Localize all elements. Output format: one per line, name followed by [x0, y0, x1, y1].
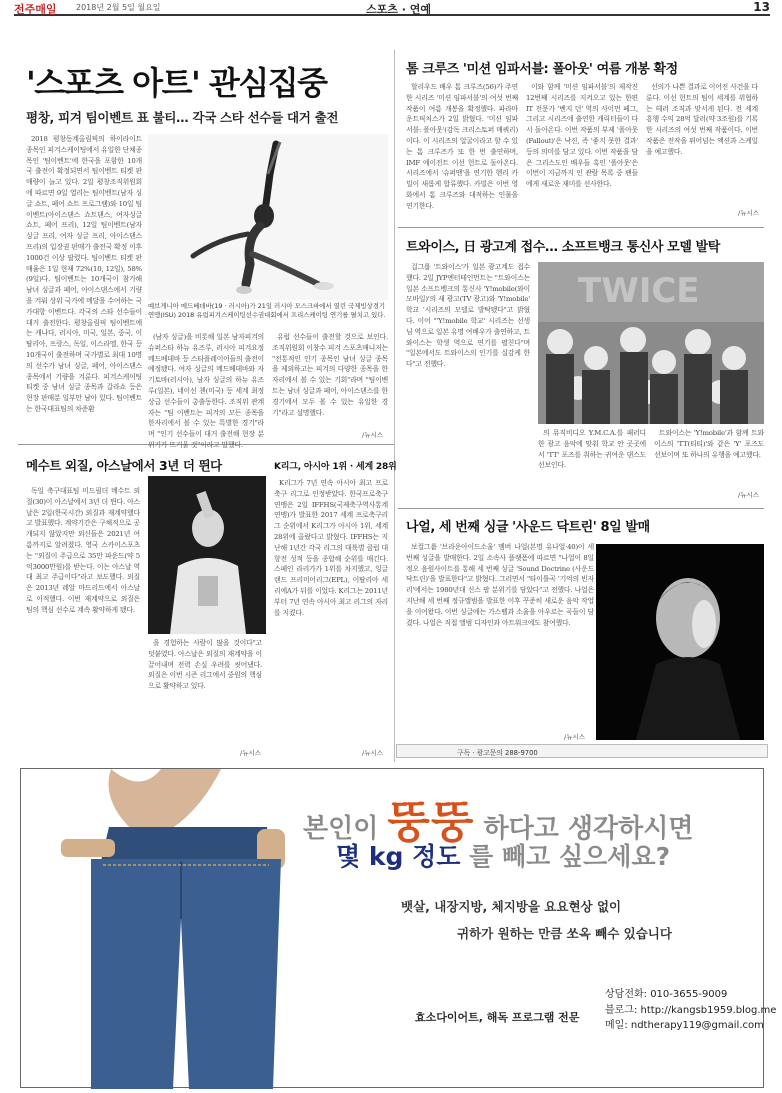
newspaper-name: 전주매일: [14, 3, 57, 16]
photo-ozil: [148, 476, 266, 634]
ad-model-jeans-image: [21, 769, 321, 1089]
article-text: 의 뮤직비디오 Y.M.C.A.를 패러디한 광고 음악에 맞춰 학교 안 곳곳에서 'TT' 포즈를 취하는 귀여운 댄스도 선보인다.: [538, 429, 646, 470]
article-text: 독일 축구대표팀 미드필더 메수트 외질(30)이 아스날에서 3년 더 뛴다. 아스날은 2일(한국시간) 외질과 재계약했다고 발표했다. 계약기간은 구체적으로 공개되지 않았지만 외신들은 2021년 여름까지로 알려졌다. 영국 스카이스포츠는 "외질이 주급으로 35만 파운드(약 5억3000만원)를 받는다. 이는 아스날 역대 최고 주급이다"라고 보도했다. 외질은 2013년 레알 마드리드에서 아스날로 이적했다. 이번 재계약으로 외질은 팀의 핵심 선수로 계속 활약하게 됐다.: [26, 487, 140, 614]
headline-naul: 나얼, 세 번째 싱글 '사운드 닥트린' 8일 발매: [406, 520, 650, 535]
ad-body-line-1: 뱃살, 내장지방, 체지방을 요요현상 없이: [401, 899, 622, 914]
article-text: 할리우드 배우 톰 크루즈(56)가 주연한 시리즈 '미션 임파서블'의 여섯 번째 작품이 여름 개봉을 확정했다. 파라마운트픽처스가 2일 밝혔다. '미션 임파서블: 폴아웃'(감독 크리스토퍼 매쿼리)이다. 이 시리즈의 얼굴이라고 할 수 있는 톰 크루즈가 또 한 번 출연하며, IMF 에이전트 이선 헌트로 돌아온다. 시리즈에서 '슈퍼맨'을 연기한 헨리 카빌이 새롭게 합류했다. 카빌은 이번 영화에서 톰 크루즈와 대적하는 인물을 연기한다.: [406, 83, 518, 210]
ad-body-line-2: 귀하가 원하는 만큼 쏘옥 빼수 있습니다: [457, 926, 672, 941]
headline-figure-skating: '스포츠 아트' 관심집중: [26, 64, 327, 102]
article-text: (남자 싱글)을 비롯해 일본 남자피겨의 슈퍼스타 하뉴 유즈루, 러시아 피겨요정 메드베데바 등 스타플레이어들의 출전이 예정됐다. 여자 싱글의 메드베데바와 자기토바(러시아), 남자 싱글의 하뉴 유즈루(일본), 네이선 첸(미국) 등 세계 최정상급 선수들이 총출동한다. 조직위 관계자는 "팀 이벤트는 피겨의 모든 종목을 한자리에서 볼 수 있는 특별한 경기"라며 "인기 선수들이 대거 출전해 현장 분위기가 뜨거울 것"이라고 말했다.: [148, 333, 264, 449]
page-number: 13: [753, 0, 770, 14]
ad-email-link[interactable]: 메일: ndtherapy119@gmail.com: [605, 1020, 764, 1031]
ad-phone: 상담전화: 010-3655-9009: [605, 989, 728, 1000]
article-text: 걸그룹 '트와이스'가 일본 광고계도 접수했다. 2일 JYP엔터테인먼트는 "트와이스는 일본 소프트뱅크의 통신사 'Y!mobile(와이 모바일)'의 새 광고(TV 광고)와 'Y!mobile' 학교 '시리즈의 모델로 발탁됐다"고 밝혔다. 이어 "'Y!mobile 학교' 시리즈는 선생님 역으로 일본 유명 여배우가 출연하고, 트와이스는 학생 역으로 연기를 펼친다"며 "일본에서도 트와이스의 인기를 실감케 한다"고 전했다.: [406, 263, 530, 369]
headline-ozil: 메수트 외질, 아스날에서 3년 더 뛴다: [26, 458, 222, 473]
subscription-text: 구독 · 광고문의 288-9700: [457, 749, 538, 757]
article-text: 이와 함께 '미션 임파서블'의 제작진 12번째 시리즈를 지켜오고 있는 한편 IT 전문가 '벤지 던' 역의 사이먼 페그, 그리고 시리즈에 출연한 캐릭터들이 다시 돌아온다. 이번 작품의 부제 '폴아웃(Fallout)'은 낙진, 즉 '좋지 못한 결과' 등의 의미를 담고 있다. 이번 작품을 담은 그리스도인 배우들 흑인 '폴아웃'은 이번이 지금까지 인 관람 목록 중 팬들에게 새로운 재미를 선사한다.: [526, 83, 638, 189]
byline: /뉴시스: [738, 491, 760, 499]
article-text: 을 경험하는 사람이 많을 것이다"고 덧붙였다. 아스날은 외질의 재계약을 이끌어내며 전력 손실 우려를 씻어냈다. 외질은 이번 시즌 리그에서 중원의 핵심으로 활약하고 있다.: [148, 639, 262, 691]
photo-twice-group: [538, 262, 764, 424]
article-text: 선의가 나쁜 결과로 이어진 사건을 다룬다. 이선 헌트의 팀이 세계를 위협하는 테러 조직과 맞서게 된다. 전 세계 흥행 수익 28억 달러(약 3조원)를 기록한 시리즈의 여섯 번째 작품이다. 이번 작품은 전작을 뛰어넘는 액션과 스케일을 예고했다.: [646, 83, 758, 156]
svg-text:TWICE: TWICE: [578, 271, 700, 311]
subscription-banner: [396, 744, 768, 758]
article-text: K리그가 7년 연속 아시아 최고 프로축구 리그로 인정받았다. 한국프로축구연맹은 2일 IFFHS(국제축구역사통계연맹)가 발표한 2017 세계 프로축구리그 순위에서 K리그가 아시아 1위, 세계 28위에 올랐다고 밝혔다. IFFHS는 지난해 1년간 각국 리그의 대륙별 클럽 대항전 성적 등을 종합해 순위를 매긴다. 스페인 라리가가 1위를 차지했고, 잉글랜드 프리미어리그(EPL), 이탈리아 세리에A가 뒤를 이었다. K리그는 2011년부터 7년 연속 아시아 최고 리그의 자리를 지켰다.: [274, 479, 388, 617]
section-divider: [398, 227, 764, 228]
photo-naul: [596, 544, 764, 740]
article-text: 보컬그룹 '브라운아이드소울' 멤버 나얼(본명 유나얼·40)이 세 번째 싱글을 발매한다. 2일 소속사 플랫폼에 따르면 "나얼이 8일 정오 음원사이트를 통해 세 번째 싱글 'Sound Doctrine (사운드 닥트린)'을 발표한다"고 밝혔다. 그러면서 "타이틀곡 '기억의 빈자리'에서는 1980년대 신스 팝 분위기를 담았다"고 전했다. 나얼은 지난해 세 번째 정규앨범을 발표한 이후 꾸준히 새로운 음악 작업을 이어왔다. 이번 싱글에는 가스펠과 소울을 아우르는 곡들이 담겼다. 나얼은 직접 앨범 디자인과 아트워크에도 참여했다.: [406, 543, 594, 627]
photo-caption: 예브게니아 메드베데바(19 · 러시아)가 21일 러시아 모스크바에서 열린 국제빙상경기연맹(ISU) 2018 유럽피겨스케이팅선수권대회에서 프리스케이팅 연기를 펼치고 있다.: [148, 302, 386, 319]
byline: /뉴시스: [362, 749, 384, 757]
ad-contact: [605, 987, 776, 1034]
article-text: 유럽 선수들이 출전할 것으로 보인다. 조직위원회 이창수 피겨 스포츠매니저는 "전통적인 인기 종목인 남녀 싱글 종목을 제외하고는 피겨의 다양한 종목을 한자리에서 볼 수 있는 기회"라며 "팀이벤트는 남녀 싱글과 페어, 아이스댄스를 한 경기에서 모두 볼 수 있는 유일한 경기"라고 설명했다.: [272, 333, 388, 417]
ad-brand: 효소다이어트, 해독 프로그램 전문: [415, 1011, 580, 1024]
section-title: 스포츠 · 연예: [366, 3, 431, 16]
byline: /뉴시스: [362, 431, 384, 439]
column-divider: [394, 50, 395, 762]
headline-mission-impossible: 톰 크루즈 '미션 임파서블: 폴아웃' 여름 개봉 확정: [406, 62, 678, 77]
subhead-figure-skating: 평창, 피겨 팀이벤트 표 불티… 각국 스타 선수들 대거 출전: [26, 110, 339, 125]
ad-highlight: 뚱뚱: [387, 797, 475, 848]
photo-figure-skater: [148, 134, 388, 300]
ad-headline-1: 본인이 뚱뚱 하다고 생각하시면: [303, 797, 694, 848]
masthead: [14, 0, 770, 16]
headline-twice: 트와이스, 日 광고계 접수… 소프트뱅크 통신사 모델 발탁: [406, 240, 720, 255]
headline-k-league: K리그, 아시아 1위 · 세계 28위: [274, 462, 397, 472]
byline: /뉴시스: [240, 749, 262, 757]
article-text: 2018 평창동계올림픽의 하이라이트 종목인 피겨스케이팅에서 유일한 단체종목인 '팀이벤트'에 한국을 포함한 10개국 출전이 확정되면서 팀이벤트 티켓 판매량이 늘고 있다. 2일 평창조직위원회에 따르면 9일 열리는 팀이벤트(남자 싱글 쇼트, 페어 쇼트 프로그램)와 10일 팀이벤트(아이스댄스 쇼트댄스, 여자싱글 쇼트, 페어 프리), 12일 팀이벤트(남자 싱글 프리, 여자 싱글 프리, 아이스댄스 프리)의 입장권 판매가 출전국 확정 이후 1000건 이상 팔렸다. 팀이벤트 티켓 판매율은 1일 현재 72%(10, 12일), 58%(9일)다. 팀이벤트는 10개국이 참가해 남녀 싱글과 페어, 아이스댄스에서 기량을 겨뤄 상위 국가에 메달을 수여하는 국가대항 이벤트다. 각국의 스타 선수들이 대거 출전한다. 평창올림픽 팀이벤트에는 캐나다, 러시아, 미국, 일본, 중국, 이탈리아, 프랑스, 독일, 이스라엘, 한국 등 10개국이 출전하며 국가별로 최대 10명의 선수가 남녀 싱글, 페어, 아이스댄스 종목에서 기량을 겨룬다. 피겨스케이팅 티켓 중 남녀 싱글 종목과 갈라쇼 등은 현장 판매분 일부만 남아 있다. 팀이벤트는 한국대표팀의 차준환: [26, 135, 142, 413]
issue-date: 2018년 2월 5일 월요일: [76, 3, 161, 12]
diet-advertisement: [20, 768, 777, 1088]
ad-headline-2: 몇 kg 정도 를 빼고 싶으세요?: [336, 842, 671, 871]
byline: /뉴시스: [738, 209, 760, 217]
byline: /뉴시스: [564, 733, 586, 741]
section-divider: [398, 508, 764, 509]
ad-blog-link[interactable]: 블로그: http://kangsb1959.blog.me: [605, 1004, 777, 1016]
article-text: 트와이스는 'Y!mobile'과 함께 트와이스의 'TT(티티)'와 같은 'Y' 포즈도 선보이며 또 하나의 유행을 예고했다.: [654, 429, 764, 459]
